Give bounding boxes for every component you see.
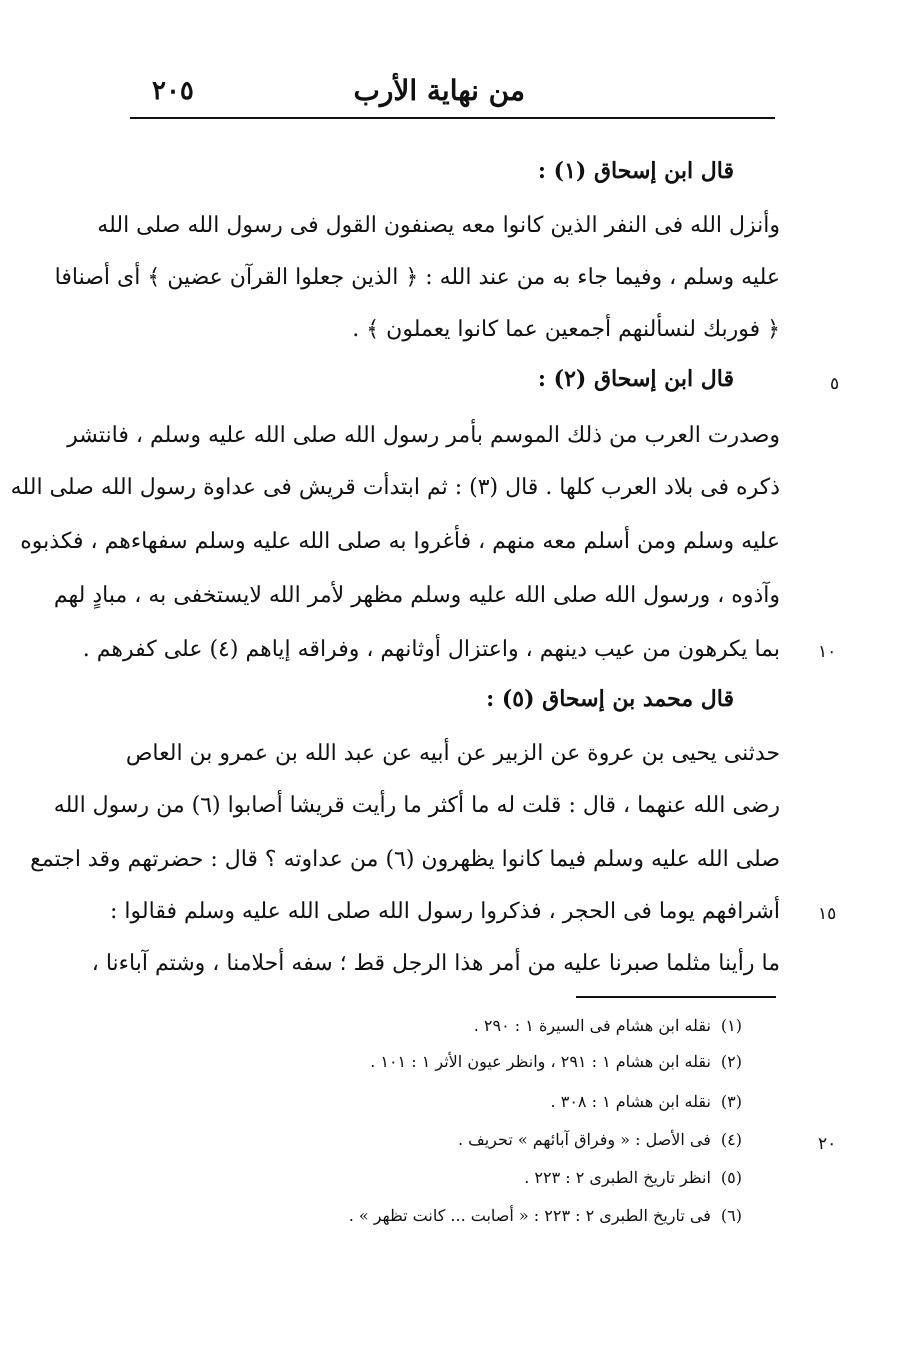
body-line: ﴿ فوربك لنسألنهم أجمعين عما كانوا يعملون ﴾ . <box>352 317 780 342</box>
body-line: قال محمد بن إسحاق (٥) : <box>486 686 734 712</box>
body-line: وآذوه ، ورسول الله صلى الله عليه وسلم مظهر لأمر الله لايستخفى به ، مبادٍ لهم <box>53 583 780 608</box>
body-line: عليه وسلم ، وفيما جاء به من عند الله : ﴿ الذين جعلوا القرآن عضين ﴾ أى أصنافا <box>54 265 780 290</box>
footnote <box>242 1206 742 1225</box>
body-line: ما رأينا مثلما صبرنا عليه من أمر هذا الرجل قط ؛ سفه أحلامنا ، وشتم آباءنا ، <box>91 951 780 976</box>
footnote-mark: (١) <box>720 1016 742 1035</box>
line-number: ١٠ <box>818 642 837 662</box>
body-line: وأنزل الله فى النفر الذين كانوا معه يصنفون القول فى رسول الله صلى الله <box>97 213 780 238</box>
running-title: من نهاية الأرب <box>353 74 525 107</box>
footnote-text: نقله ابن هشام ١ : ٢٩١ ، وانظر عيون الأثر ١ : ١٠١ . <box>370 1052 711 1071</box>
body-line: قال ابن إسحاق (١) : <box>537 158 734 184</box>
body-line: قال ابن إسحاق (٢) : <box>537 366 734 392</box>
body-line: صلى الله عليه وسلم فيما كانوا يظهرون (٦) من عداوته ؟ قال : حضرتهم وقد اجتمع <box>30 847 780 872</box>
body-line: رضى الله عنهما ، قال : قلت له ما أكثر ما رأيت قريشا أصابوا (٦) من رسول الله <box>53 793 780 818</box>
footnote-mark: (٢) <box>720 1052 742 1071</box>
footnote-rule <box>576 996 776 998</box>
footnote <box>242 1168 742 1187</box>
footnote-text: نقله ابن هشام ١ : ٣٠٨ . <box>550 1092 711 1111</box>
page-header <box>130 68 775 118</box>
header-rule <box>130 117 775 119</box>
footnote-mark: (٥) <box>720 1168 742 1187</box>
footnote-text: نقله ابن هشام فى السيرة ١ : ٢٩٠ . <box>473 1016 711 1035</box>
body-line: عليه وسلم ومن أسلم معه منهم ، فأغروا به صلى الله عليه وسلم سفهاءهم ، فكذبوه <box>20 529 780 554</box>
body-line: بما يكرهون من عيب دينهم ، واعتزال أوثانهم ، وفراقه إياهم (٤) على كفرهم . <box>82 637 780 662</box>
body-line: أشرافهم يوما فى الحجر ، فذكروا رسول الله صلى الله عليه وسلم فقالوا : <box>110 899 780 924</box>
footnote-mark: (٣) <box>720 1092 742 1111</box>
line-number: ٢٠ <box>818 1134 837 1154</box>
footnote <box>242 1092 742 1111</box>
footnote <box>242 1130 742 1149</box>
body-line: وصدرت العرب من ذلك الموسم بأمر رسول الله صلى الله عليه وسلم ، فانتشر <box>67 423 780 448</box>
page-number: ٢٠٥ <box>152 76 194 106</box>
footnote-text: انظر تاريخ الطبرى ٢ : ٢٢٣ . <box>524 1168 711 1187</box>
body-line: ذكره فى بلاد العرب كلها . قال (٣) : ثم ابتدأت قريش فى عداوة رسول الله صلى الله <box>10 475 780 500</box>
footnote-text: فى الأصل : « وفراق آبائهم » تحريف . <box>457 1130 711 1149</box>
footnote <box>242 1016 742 1035</box>
footnote-mark: (٦) <box>720 1206 742 1225</box>
line-number: ١٥ <box>818 904 837 924</box>
footnote-mark: (٤) <box>720 1130 742 1149</box>
footnote-text: فى تاريخ الطبرى ٢ : ٢٢٣ : « أصابت ... كانت تظهر » . <box>348 1206 711 1225</box>
body-line: حدثنى يحيى بن عروة عن الزبير عن أبيه عن عبد الله بن عمرو بن العاص <box>125 741 780 766</box>
line-number: ٥ <box>830 374 840 394</box>
footnote <box>242 1052 742 1071</box>
